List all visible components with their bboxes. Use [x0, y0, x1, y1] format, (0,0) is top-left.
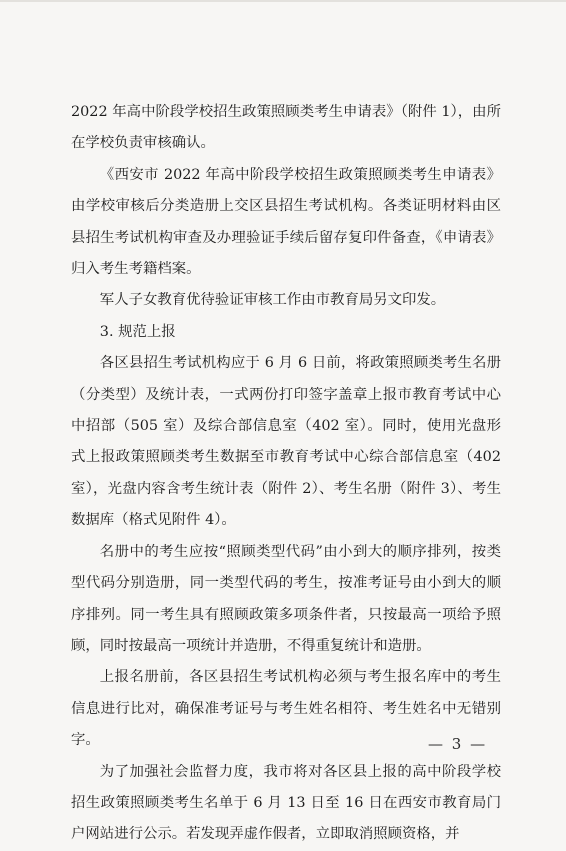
section-heading-3: 3. 规范上报: [99, 323, 176, 340]
paragraph-public-notice: 为了加强社会监督力度，我市将对各区县上报的高中阶段学校招生政策照顾类考生名单于 6 月 13 日至 16 日在西安市教育局门户网站进行公示。若发现弄虚作假者，立即取消照顾资格，并: [71, 763, 501, 843]
top-edge-line: [0, 0, 566, 2]
paragraph-military-children: 军人子女教育优待验证审核工作由市教育局另文印发。: [99, 292, 446, 309]
paragraph-register-order: 名册中的考生应按“照顾类型代码”由小到大的顺序排列，按类型代码分别造册，同一类型代码的考生，按准考证号由小到大的顺序排列。同一考生具有照顾政策多项条件者，只按最高一项给予照顾，同时按最高一项统计并造册，不得重复统计和造册。: [71, 543, 501, 654]
page-number: — 3 —: [428, 735, 488, 753]
paragraph-reporting-deadline: 各区县招生考试机构应于 6 月 6 日前，将政策照顾类考生名册（分类型）及统计表，一式两份打印签字盖章上报市教育考试中心中招部（505 室）及综合部信息室（402 室）。同时，使用光盘形式上报政策照顾类考生数据至市教育考试中心综合部信息室（402 室），光盘内容含考生统计表（附件 2）、考生名册（附件 3）、考生数据库（格式见附件 4）。: [71, 355, 501, 529]
paragraph-application-form: 《西安市 2022 年高中阶段学校招生政策照顾类考生申请表》由学校审核后分类造册上交区县招生考试机构。各类证明材料由区县招生考试机构审查及办理验证手续后留存复印件备查，《申请表》归入考生考籍档案。: [71, 166, 501, 278]
paragraph-verification: 上报名册前，各区县招生考试机构必须与考生报名库中的考生信息进行比对，确保准考证号与考生姓名相符、考生姓名中无错别字。: [71, 669, 501, 749]
paragraph-continuation: 2022 年高中阶段学校招生政策照顾类考生申请表》（附件 1），由所在学校负责审核确认。: [71, 104, 501, 152]
